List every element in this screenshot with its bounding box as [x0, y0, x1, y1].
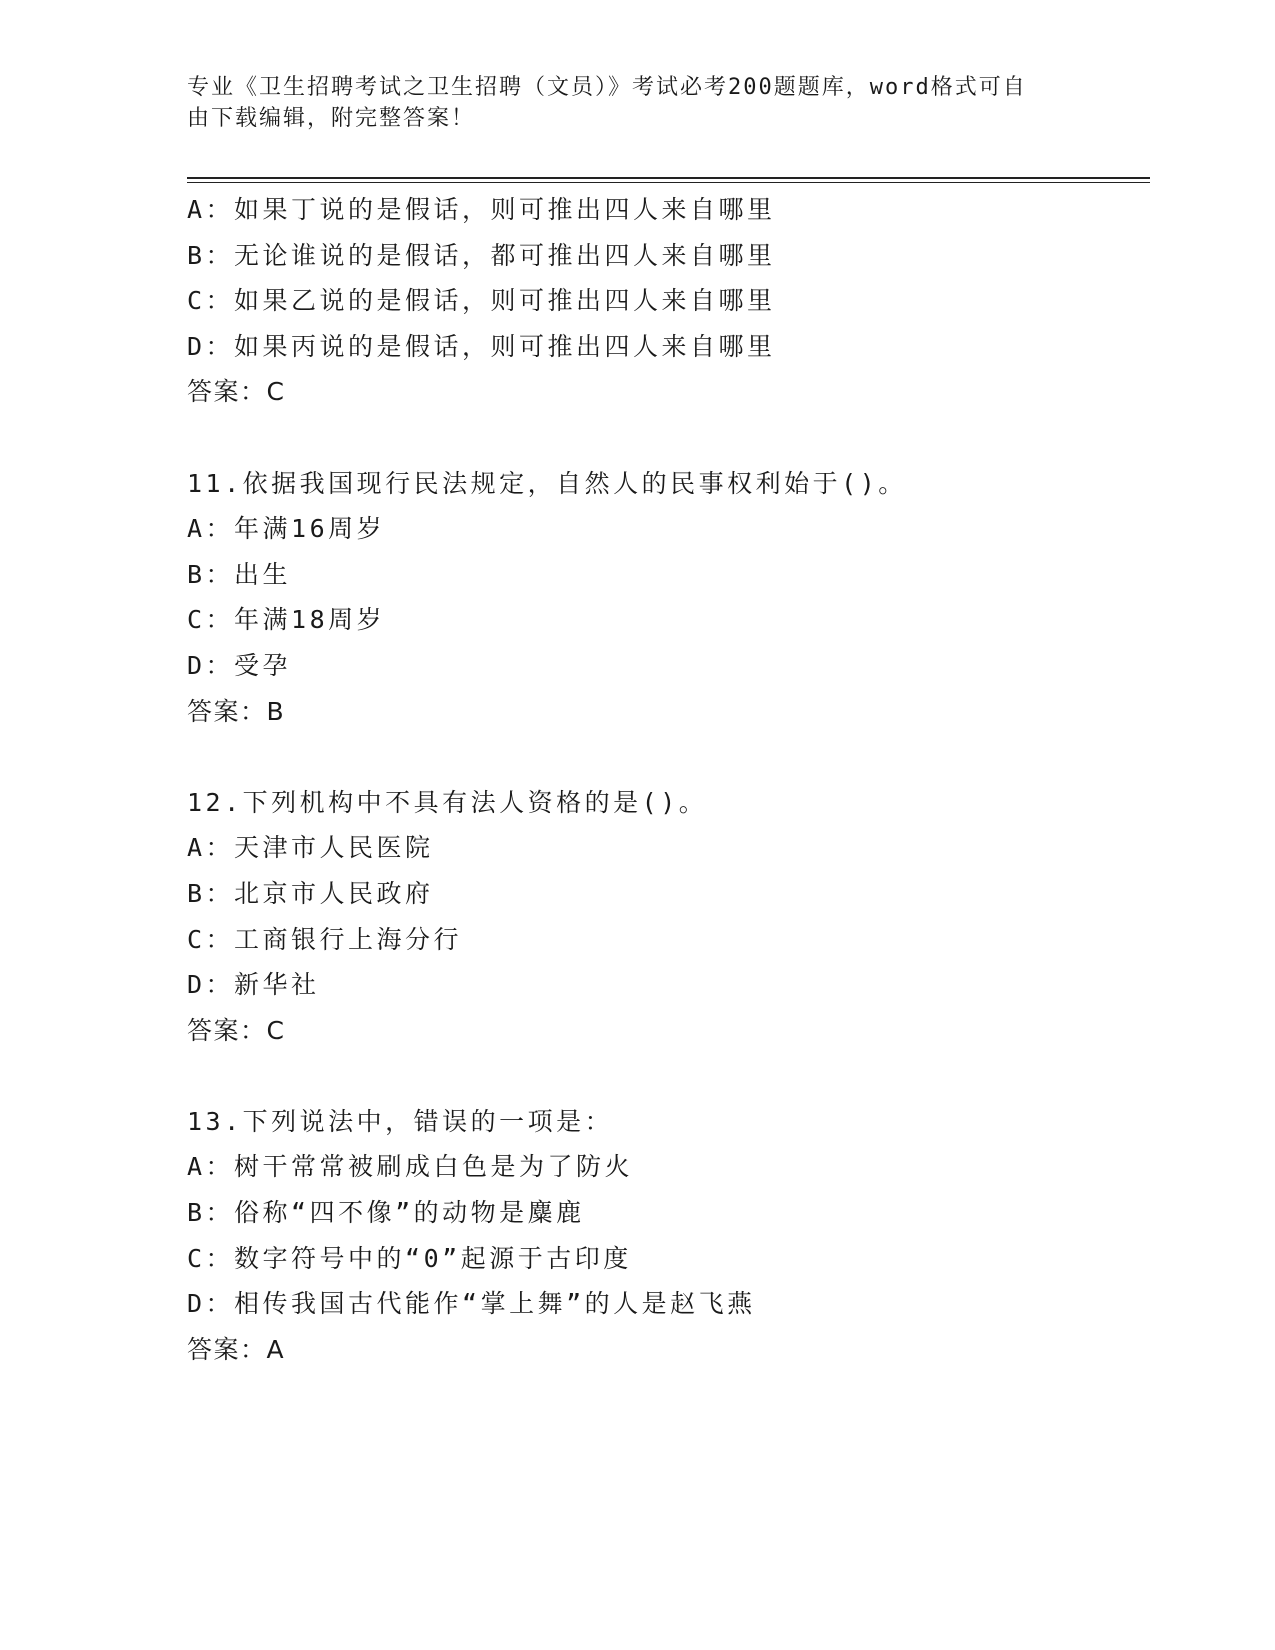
spacer: [187, 415, 1147, 461]
answer-line: 答案：A: [187, 1334, 286, 1364]
document-header: [187, 72, 1067, 134]
question-block-11: [187, 461, 1147, 735]
option-a: A：树干常常被刷成白色是为了防火: [187, 1152, 634, 1182]
question-block-continued: [187, 187, 1147, 415]
option-a: A：年满16周岁: [187, 514, 386, 544]
spacer: [187, 734, 1147, 780]
header-line-2: 由下载编辑，附完整答案！: [187, 106, 476, 131]
question-stem: 12.下列机构中不具有法人资格的是()。: [187, 787, 708, 817]
answer-line: 答案：C: [187, 1015, 286, 1045]
question-stem: 11.依据我国现行民法规定，自然人的民事权利始于()。: [187, 468, 907, 498]
question-block-12: [187, 780, 1147, 1054]
option-c: C：如果乙说的是假话，则可推出四人来自哪里: [187, 286, 776, 316]
option-b: B：俗称“四不像”的动物是麋鹿: [187, 1198, 585, 1228]
option-c: C：年满18周岁: [187, 605, 386, 635]
header-line-1: 专业《卫生招聘考试之卫生招聘（文员）》考试必考200题题库，word格式可自: [187, 75, 1027, 100]
option-b: B：北京市人民政府: [187, 878, 434, 908]
option-b: B：出生: [187, 559, 292, 589]
spacer: [187, 1053, 1147, 1099]
question-block-13: [187, 1099, 1147, 1373]
answer-line: 答案：C: [187, 377, 286, 407]
option-d: D：相传我国古代能作“掌上舞”的人是赵飞燕: [187, 1289, 756, 1319]
question-list: [187, 187, 1147, 1372]
option-c: C：工商银行上海分行: [187, 924, 463, 954]
answer-line: 答案：B: [187, 696, 286, 726]
option-a: A：如果丁说的是假话，则可推出四人来自哪里: [187, 195, 776, 224]
question-stem: 13.下列说法中，错误的一项是：: [187, 1106, 614, 1136]
option-d: D：如果丙说的是假话，则可推出四人来自哪里: [187, 331, 776, 361]
option-d: D：受孕: [187, 650, 292, 680]
option-c: C：数字符号中的“0”起源于古印度: [187, 1243, 632, 1273]
option-a: A：天津市人民医院: [187, 833, 434, 863]
option-d: D：新华社: [187, 970, 320, 1000]
header-divider-thin: [187, 182, 1150, 183]
header-divider-thick: [187, 177, 1150, 179]
option-b: B：无论谁说的是假话，都可推出四人来自哪里: [187, 240, 776, 270]
